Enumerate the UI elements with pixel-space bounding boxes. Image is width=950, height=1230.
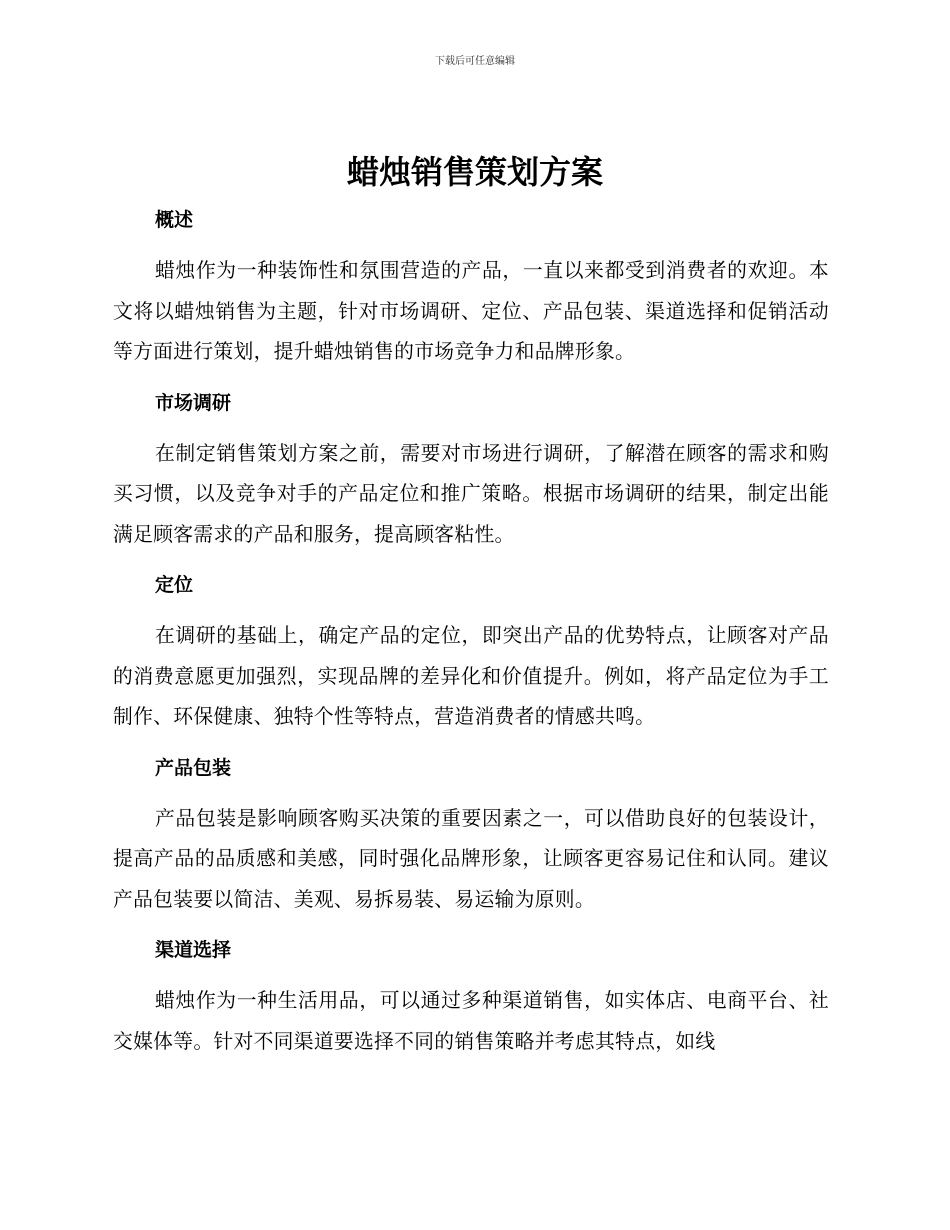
document-content [113, 200, 829, 1078]
section-heading: 概述 [155, 209, 194, 231]
section-channels [113, 936, 829, 1062]
section-paragraph: 产品包装是影响顾客购买决策的重要因素之一，可以借助良好的包装设计，提高产品的品质感和美感，同时强化品牌形象，让顾客更容易记住和认同。建议产品包装要以简洁、美观、易拆易装、易运输为原则。 [113, 806, 829, 911]
section-heading: 产品包装 [155, 756, 232, 779]
section-paragraph: 蜡烛作为一种装饰性和氛围营造的产品，一直以来都受到消费者的欢迎。本文将以蜡烛销售为主题，针对市场调研、定位、产品包装、渠道选择和促销活动等方面进行策划，提升蜡烛销售的市场竞争力和品牌形象。 [113, 259, 829, 363]
section-paragraph: 在制定销售策划方案之前，需要对市场进行调研，了解潜在顾客的需求和购买习惯，以及竞争对手的产品定位和推广策略。根据市场调研的结果，制定出能满足顾客需求的产品和服务，提高顾客粘性。 [113, 441, 829, 546]
header-note: 下载后可任意编辑 [435, 56, 515, 67]
section-overview [113, 206, 829, 373]
document-title: 蜡烛销售策划方案 [346, 153, 603, 191]
section-positioning [113, 571, 829, 738]
section-paragraph: 在调研的基础上，确定产品的定位，即突出产品的优势特点，让顾客对产品的消费意愿更加强烈，实现品牌的差异化和价值提升。例如，将产品定位为手工制作、环保健康、独特个性等特点，营造消费者的情感共鸣。 [113, 624, 829, 728]
section-heading: 定位 [155, 574, 194, 596]
section-packaging [113, 754, 829, 921]
section-heading: 市场调研 [155, 391, 232, 414]
section-heading: 渠道选择 [155, 939, 232, 961]
section-paragraph: 蜡烛作为一种生活用品，可以通过多种渠道销售，如实体店、电商平台、社交媒体等。针对不同渠道要选择不同的销售策略并考虑其特点，如线 [113, 989, 829, 1053]
section-market-research [113, 389, 829, 556]
